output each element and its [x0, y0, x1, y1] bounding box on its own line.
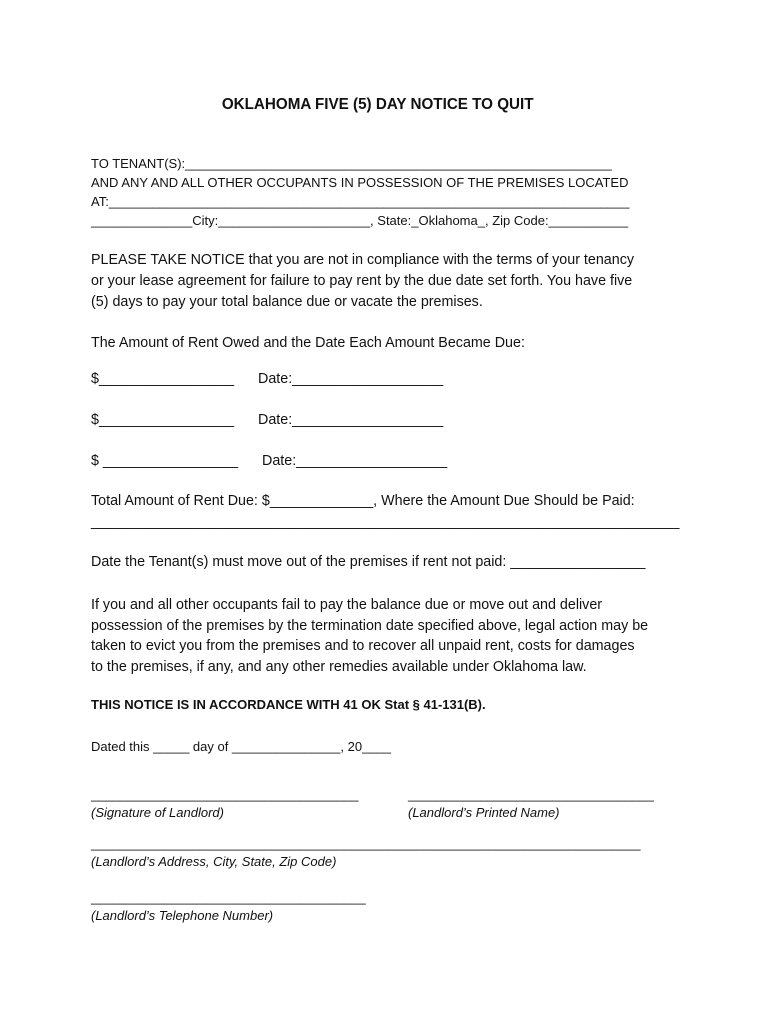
- notice-line-1: PLEASE TAKE NOTICE that you are not in compliance with the terms of your tenancy: [91, 252, 635, 268]
- city-field: ______________City:_____________________, State:: [91, 213, 412, 228]
- occupants-line: AND ANY AND ALL OTHER OCCUPANTS IN POSSESSION OF THE PREMISES LOCATED: [91, 175, 629, 190]
- printed-name-line: __________________________________: [408, 787, 654, 802]
- warning-line-4: to the premises, if any, and any other remedies available under Oklahoma law.: [91, 659, 587, 675]
- premises-at-line: AT:________________________________________________________________________: [91, 194, 630, 209]
- statute-line: THIS NOTICE IS IN ACCORDANCE WITH 41 OK Stat § 41-131(B).: [91, 697, 486, 712]
- rent-date-1: Date:___________________: [258, 371, 444, 387]
- move-out-line: Date the Tenant(s) must move out of the premises if rent not paid: _________________: [91, 554, 646, 570]
- landlord-address-label: (Landlord’s Address, City, State, Zip Code): [91, 854, 337, 869]
- total-rent-line: Total Amount of Rent Due: $_____________, Where the Amount Due Should be Paid:: [91, 493, 635, 509]
- notice-line-2: or your lease agreement for failure to pay rent by the due date set forth. You have five: [91, 273, 633, 289]
- state-value: _Oklahoma_: [411, 213, 485, 228]
- warning-line-2: possession of the premises by the termination date specified above, legal action may be: [91, 618, 649, 634]
- printed-name-label: (Landlord’s Printed Name): [408, 805, 560, 820]
- telephone-label: (Landlord’s Telephone Number): [91, 908, 274, 923]
- signature-label: (Signature of Landlord): [91, 805, 224, 820]
- landlord-address-line: ____________________________________________________________________________: [91, 836, 641, 851]
- rent-amount-3: $ _________________: [91, 453, 239, 469]
- warning-line-1: If you and all other occupants fail to pay the balance due or move out and deliver: [91, 597, 603, 613]
- page-title: OKLAHOMA FIVE (5) DAY NOTICE TO QUIT: [221, 96, 534, 113]
- city-state-zip-line: [91, 214, 628, 227]
- signature-line: _____________________________________: [91, 787, 359, 802]
- rent-amount-2: $_________________: [91, 412, 235, 428]
- rent-amount-1: $_________________: [91, 371, 235, 387]
- notice-line-3: (5) days to pay your total balance due or vacate the premises.: [91, 294, 483, 310]
- telephone-line: ______________________________________: [91, 890, 366, 905]
- to-tenants-line: TO TENANT(S):___________________________________________________________: [91, 156, 612, 171]
- payment-location-blank: __________________________________________________________________________: [91, 514, 680, 530]
- zip-field: , Zip Code:___________: [484, 213, 629, 228]
- warning-line-3: taken to evict you from the premises and to recover all unpaid rent, costs for damages: [91, 638, 635, 654]
- rent-date-2: Date:___________________: [258, 412, 444, 428]
- dated-line: Dated this _____ day of _______________, 20____: [91, 739, 391, 754]
- rent-date-3: Date:___________________: [262, 453, 448, 469]
- rent-owed-heading: The Amount of Rent Owed and the Date Each Amount Became Due:: [91, 335, 525, 351]
